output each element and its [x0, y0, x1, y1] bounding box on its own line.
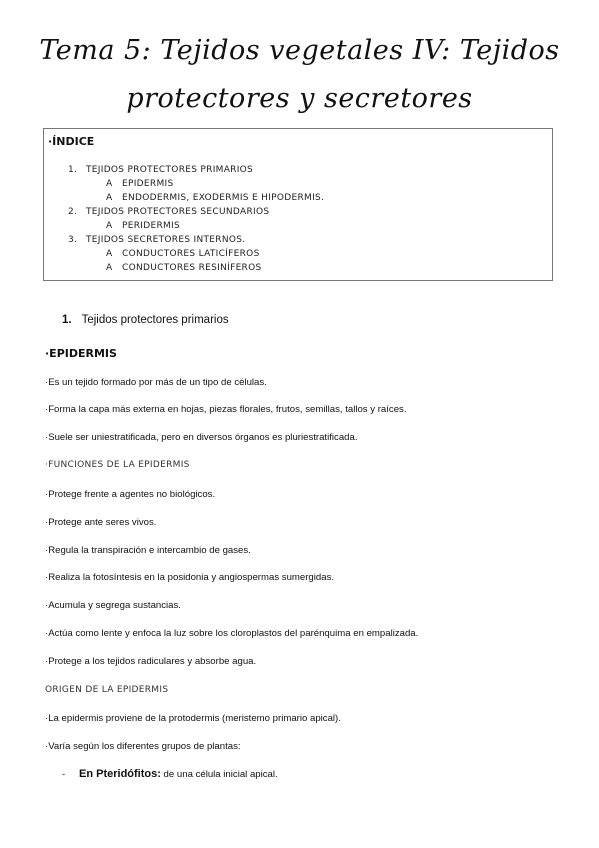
index-bullet: A	[106, 263, 113, 273]
index-bullet: A	[106, 221, 113, 231]
section-title: Tejidos protectores primarios	[81, 314, 229, 326]
paragraph-line: ·Regula la transpiración e intercambio de gases.	[45, 545, 251, 556]
paragraph-line: ·Forma la capa más externa en hojas, piezas florales, frutos, semillas, tallos y raíces.	[45, 404, 407, 415]
index-subitem: A EPIDERMIS	[106, 179, 174, 189]
index-item-3	[68, 235, 245, 245]
dash-item-text: de una célula inicial apical.	[160, 769, 278, 780]
epidermis-heading: ·EPIDERMIS	[45, 347, 117, 360]
index-item-number: 1.	[68, 165, 78, 175]
index-box	[43, 128, 553, 281]
funciones-heading: ·FUNCIONES DE LA EPIDERMIS	[45, 460, 190, 470]
section-number: 1.	[62, 314, 72, 326]
index-item-2	[68, 207, 269, 217]
paragraph-line: ·Realiza la fotosíntesis en la posidonia y angiospermas sumergidas.	[45, 572, 335, 583]
index-bullet: A	[106, 249, 113, 259]
page-title-line2: protectores y secretores	[126, 83, 473, 114]
index-item-label: TEJIDOS SECRETORES INTERNOS.	[86, 235, 246, 245]
dash-item-label: En Pteridófitos:	[79, 768, 161, 780]
index-item-1	[68, 165, 253, 175]
index-subitem: A CONDUCTORES LATICÍFEROS	[106, 249, 260, 259]
paragraph-line: ·Acumula y segrega sustancias.	[45, 600, 181, 611]
index-bullet: A	[106, 193, 113, 203]
paragraph-line: ·Protege ante seres vivos.	[45, 517, 157, 528]
index-bullet: A	[106, 179, 113, 189]
paragraph-line: ·Es un tejido formado por más de un tipo de células.	[45, 377, 267, 388]
index-item-number: 2.	[68, 207, 78, 217]
index-subitem: A CONDUCTORES RESINÍFEROS	[106, 263, 262, 273]
paragraph-line: ·Varía según los diferentes grupos de plantas:	[45, 741, 241, 752]
index-subitem: A PERIDERMIS	[106, 221, 181, 231]
paragraph-line: ·Protege a los tejidos radiculares y absorbe agua.	[45, 656, 257, 667]
paragraph-line: ·Actúa como lente y enfoca la luz sobre los cloroplastos del parénquima en empalizada.	[45, 628, 419, 639]
index-subitem: A ENDODERMIS, EXODERMIS E HIPODERMIS.	[106, 193, 325, 203]
paragraph-line: ·La epidermis proviene de la protodermis (meristemo primario apical).	[45, 713, 341, 724]
page-title-line1: Tema 5: Tejidos vegetales IV: Tejidos	[39, 35, 560, 66]
dash-list-item	[62, 768, 278, 780]
index-item-label: TEJIDOS PROTECTORES SECUNDARIOS	[86, 207, 270, 217]
section-heading	[62, 314, 229, 326]
paragraph-line: ·Suele ser uniestratificada, pero en diversos órganos es pluriestratificada.	[45, 432, 358, 443]
dash-marker: -	[62, 769, 66, 780]
paragraph-line: ·Protege frente a agentes no biológicos.	[45, 489, 216, 500]
index-item-label: TEJIDOS PROTECTORES PRIMARIOS	[86, 165, 254, 175]
index-heading: ·ÍNDICE	[48, 135, 95, 148]
origen-heading: ORIGEN DE LA EPIDERMIS	[45, 685, 169, 695]
index-item-number: 3.	[68, 235, 78, 245]
